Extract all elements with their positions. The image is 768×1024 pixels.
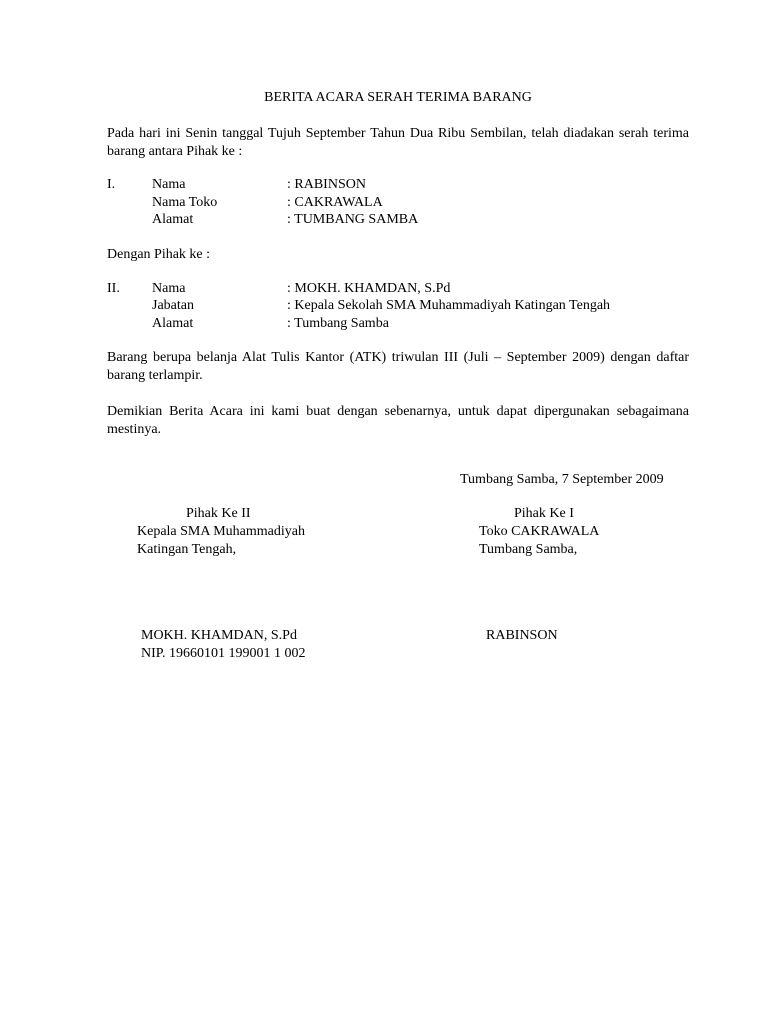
- with-party-line: Dengan Pihak ke :: [107, 247, 211, 262]
- party2-position-label: Jabatan: [152, 298, 194, 313]
- right-sign-line2: Tumbang Samba,: [479, 542, 578, 557]
- left-sign-heading: Pihak Ke II: [186, 506, 251, 521]
- party2-address-value: : Tumbang Samba: [287, 316, 389, 331]
- party2-address-label: Alamat: [152, 316, 194, 331]
- intro-paragraph: Pada hari ini Senin tanggal Tujuh September Tahun Dua Ribu Sembilan, telah diadakan serah terima barang antara Pihak ke :: [107, 126, 689, 159]
- document-title: BERITA ACARA SERAH TERIMA BARANG: [264, 90, 532, 105]
- party1-shop-label: Nama Toko: [152, 195, 218, 210]
- place-date: Tumbang Samba, 7 September 2009: [460, 472, 664, 487]
- party1-address-label: Alamat: [152, 212, 194, 227]
- party1-name-label: Nama: [152, 177, 186, 192]
- left-sign-line2: Katingan Tengah,: [137, 542, 237, 557]
- party1-name-value: : RABINSON: [287, 177, 366, 192]
- goods-paragraph: Barang berupa belanja Alat Tulis Kantor (ATK) triwulan III (Juli – September 2009) dengan daftar barang terlampir.: [107, 350, 689, 383]
- left-sign-nip: NIP. 19660101 199001 1 002: [141, 646, 306, 661]
- party1-address-value: : TUMBANG SAMBA: [287, 212, 419, 227]
- party2-position-value: : Kepala Sekolah SMA Muhammadiyah Katingan Tengah: [287, 298, 611, 313]
- closing-paragraph: Demikian Berita Acara ini kami buat dengan sebenarnya, untuk dapat dipergunakan sebagaimana mestinya.: [107, 404, 689, 437]
- party1-numeral: I.: [107, 177, 116, 192]
- party2-name-label: Nama: [152, 281, 186, 296]
- party2-name-value: : MOKH. KHAMDAN, S.Pd: [287, 281, 451, 296]
- right-sign-heading: Pihak Ke I: [514, 506, 574, 521]
- left-sign-name: MOKH. KHAMDAN, S.Pd: [141, 628, 297, 643]
- right-sign-line1: Toko CAKRAWALA: [479, 524, 600, 539]
- party1-shop-value: : CAKRAWALA: [287, 195, 383, 210]
- left-sign-line1: Kepala SMA Muhammadiyah: [137, 524, 305, 539]
- party2-numeral: II.: [107, 281, 120, 296]
- right-sign-name: RABINSON: [486, 628, 558, 643]
